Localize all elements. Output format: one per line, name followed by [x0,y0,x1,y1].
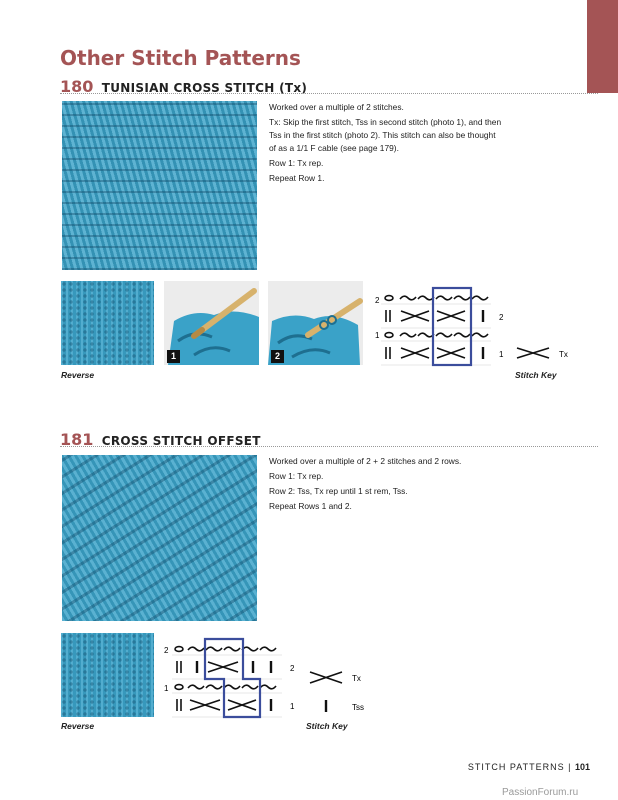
instruction-line: Repeat Row 1. [269,173,325,183]
pattern-181-instructions [269,455,504,515]
instruction-line: Repeat Rows 1 and 2. [269,501,352,511]
stitch-key-caption-181: Stitch Key [306,721,348,731]
instruction-line: Worked over a multiple of 2 + 2 stitches and 2 rows. [269,456,462,466]
symbol-return-wave [400,333,488,337]
symbol-return-wave [188,647,276,651]
reverse-photo-180 [61,281,154,365]
reverse-caption-181: Reverse [61,721,95,731]
chart-row-label: 2 [164,646,169,655]
pattern-180-name: TUNISIAN CROSS STITCH (Tx) [101,81,308,95]
symbol-return-loop [385,296,393,301]
symbol-return-loop [175,647,183,652]
chart-right-label: 1 [499,350,504,359]
photo-badge-2: 2 [271,350,284,363]
swatch-photo-181 [62,455,257,621]
key-label: Tx [352,674,361,683]
stitch-key-181 [306,670,376,716]
photo-badge-1: 1 [167,350,180,363]
key-symbol-cross [517,348,549,358]
chart-right-label: 2 [499,313,504,322]
instruction-line: Row 1: Tx rep. [269,471,324,481]
pattern-181-name: CROSS STITCH OFFSET [101,434,261,448]
key-label: Tss [352,703,364,712]
page-footer [430,762,590,772]
chart-row-label: 1 [375,331,380,340]
stitch-chart-180 [369,286,589,376]
process-photo-1 [164,281,259,365]
pattern-180-instructions [269,101,504,187]
stitch-key-caption-180: Stitch Key [515,370,557,380]
instruction-line: Tx: Skip the first stitch, Tss in second stitch (photo 1), and then Tss in the first stitch (photo 2). This stitch can also be thought of as a 1/1 F cable (see page 179). [269,117,502,153]
page-number: 101 [574,762,590,772]
swatch-photo-180 [62,101,257,270]
symbol-return-loop [175,685,183,690]
chart-row-label: 2 [375,296,380,305]
chart-symbols-180 [385,296,488,359]
reverse-caption-180: Reverse [61,370,95,380]
key-label: Tx [559,350,568,359]
chart-right-label: 1 [290,702,295,711]
watermark: PassionForum.ru [502,787,579,798]
footer-separator: | [568,762,572,772]
divider [60,446,598,447]
divider [60,93,598,94]
chapter-tab [587,0,618,93]
reverse-photo-181 [61,633,154,717]
symbol-return-wave [188,685,276,689]
symbol-cross [208,662,238,672]
pattern-180-number: 180 [60,77,94,96]
stitch-key-180 [515,346,575,362]
instruction-line: Worked over a multiple of 2 stitches. [269,102,404,112]
stitch-chart-181 [160,637,310,722]
process-photo-2 [268,281,363,365]
pattern-181-number: 181 [60,430,94,449]
symbol-return-loop [385,333,393,338]
footer-label: STITCH PATTERNS [467,762,565,772]
key-symbol-cross [310,672,342,683]
instruction-line: Row 1: Tx rep. [269,158,324,168]
chart-row-label: 1 [164,684,169,693]
section-title: Other Stitch Patterns [60,46,301,70]
symbol-return-wave [400,296,488,300]
chart-right-label: 2 [290,664,295,673]
instruction-line: Row 2: Tss, Tx rep until 1 st rem, Tss. [269,486,408,496]
